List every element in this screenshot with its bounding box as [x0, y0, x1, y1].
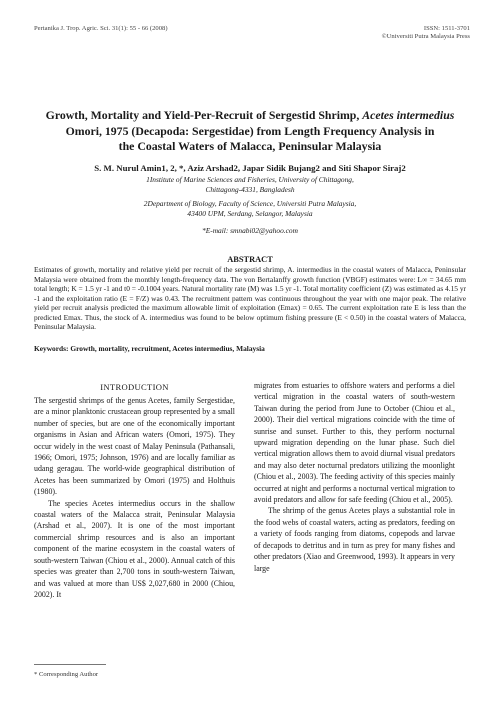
paper-title: [30, 108, 470, 155]
journal-issn-block: [382, 25, 470, 41]
keywords-text: Growth, mortality, recruitment, Acetes intermedius, Malaysia: [70, 344, 265, 353]
title-species: Acetes intermedius: [362, 108, 455, 122]
journal-citation: Pertanika J. Trop. Agric. Sci. 31(1): 55 - 66 (2008): [34, 25, 168, 32]
author-email: *E-mail: smnabi02@yahoo.com: [202, 226, 298, 235]
affiliation-1: 1Institute of Marine Sciences and Fisheries, University of Chittagong, Chittagong-4331, Bangladesh: [146, 175, 354, 194]
intro-paragraph-3: The shrimp of the genus Acetes plays a substantial role in the food webs of coastal waters, acting as predators, feeding on a variety of foods ranging from diatoms, copepods and larvae of decapods to detritus and in turn as prey for many fishes and other predators (Xiao and Greenwood, 1993). It appears in very large: [254, 506, 455, 573]
keywords-label: Keywords:: [34, 344, 69, 353]
intro-paragraph-1: The sergestid shrimps of the genus Acetes, family Sergestidae, are a minor planktonic crustacean group represented by a small number of species, but are one of the economically important organisms in Asian and African waters (Omori, 1975). They occur widely in the west coast of Malay Peninsula (Pathansali, 1966; Omori, 1975; Johnson, 1976) and are locally familiar as udang geragau. The world-wide geographical distribution of Acetes has been summarized by Omori (1975) and Holthuis (1980).: [34, 396, 235, 497]
issn: ISSN: 1511-3701: [423, 25, 470, 32]
left-column: [34, 395, 235, 600]
footnote-divider: [34, 664, 106, 665]
intro-paragraph-2: The species Acetes intermedius occurs in the shallow coastal waters of the Malacca strait, Peninsular Malaysia (Arshad et al., 2007). It is one of the most important commercial shrimp resources and is also an important component of the marine ecosystem in the coastal waters of south-western Taiwan (Chiou et al., 2000). Annual catch of this species was greater than 2,700 tons in south-western Taiwan, and was valued at more than US$ 2,027,680 in 2000 (Chiou, 2002). It: [34, 498, 235, 599]
affiliation-2: 2Department of Biology, Faculty of Science, Universiti Putra Malaysia, 43400 UPM, Serdang, Selangor, Malaysia: [143, 199, 357, 218]
title-line-2: Omori, 1975 (Decapoda: Sergestidae) from Length Frequency Analysis in: [65, 123, 435, 138]
author-list: S. M. Nurul Amin1, 2, *, Aziz Arshad2, Japar Sidik Bujang2 and Siti Shapor Siraj2: [94, 163, 406, 173]
abstract-text: Estimates of growth, mortality and relative yield per recruit of the sergestid shrimp, A. intermedius in the coastal waters of Malacca, Peninsular Malaysia were obtained from the monthly length-frequency data. The von Bertalanffy growth function (VBGF) estimates were: L∞ = 34.65 mm total length; K = 1.5 yr -1 and t0 = -0.1004 years. Natural mortality rate (M) was 1.5 yr -1. Total mortality coefficient (Z) was estimated as 4.15 yr -1 and the exploitation ratio (E = F/Z) was 0.43. The recruitment pattern was continuous throughout the year with one major peak. The relative yield per recruit analysis predicted the maximum allowable limit of exploitation (Emax) = 0.65. The current exploitation rate E is less than the predicted Emax. Thus, the stock of A. intermedius was found to be below optimum fishing pressure (E < 0.50) in the coastal waters of Malacca, Peninsular Malaysia.: [34, 265, 466, 331]
title-line-1: Growth, Mortality and Yield-Per-Recruit of Sergestid Shrimp, Acetes intermedius: [45, 108, 455, 122]
copyright: ©Universiti Putra Malaysia Press: [381, 33, 470, 40]
right-column: [254, 380, 455, 574]
keywords: [34, 344, 466, 353]
title-line-3: the Coastal Waters of Malacca, Peninsular Malaysia: [118, 139, 382, 153]
intro-paragraph-2-cont: migrates from estuaries to offshore waters and performs a diel vertical migration in the coastal waters of south-western Taiwan during the period from June to October (Chiou et al., 2000). Their diel vertical migrations coincide with the time of sunrise and sunset. Further to this, they perform nocturnal upward migration depending on the lunar phase. Such diel vertical migration allows them to avoid diurnal visual predators and may also deter nocturnal predators utilizing the moonlight (Chiou et al., 2003). The feeding activity of this species mainly occurred at night and performs a nocturnal vertical migration to avoid predators and allow for safe feeding (Chiou et al., 2005).: [254, 381, 455, 505]
corresponding-author-footnote: * Corresponding Author: [34, 671, 99, 678]
abstract-heading: ABSTRACT: [227, 255, 273, 264]
introduction-heading: INTRODUCTION: [100, 382, 169, 392]
